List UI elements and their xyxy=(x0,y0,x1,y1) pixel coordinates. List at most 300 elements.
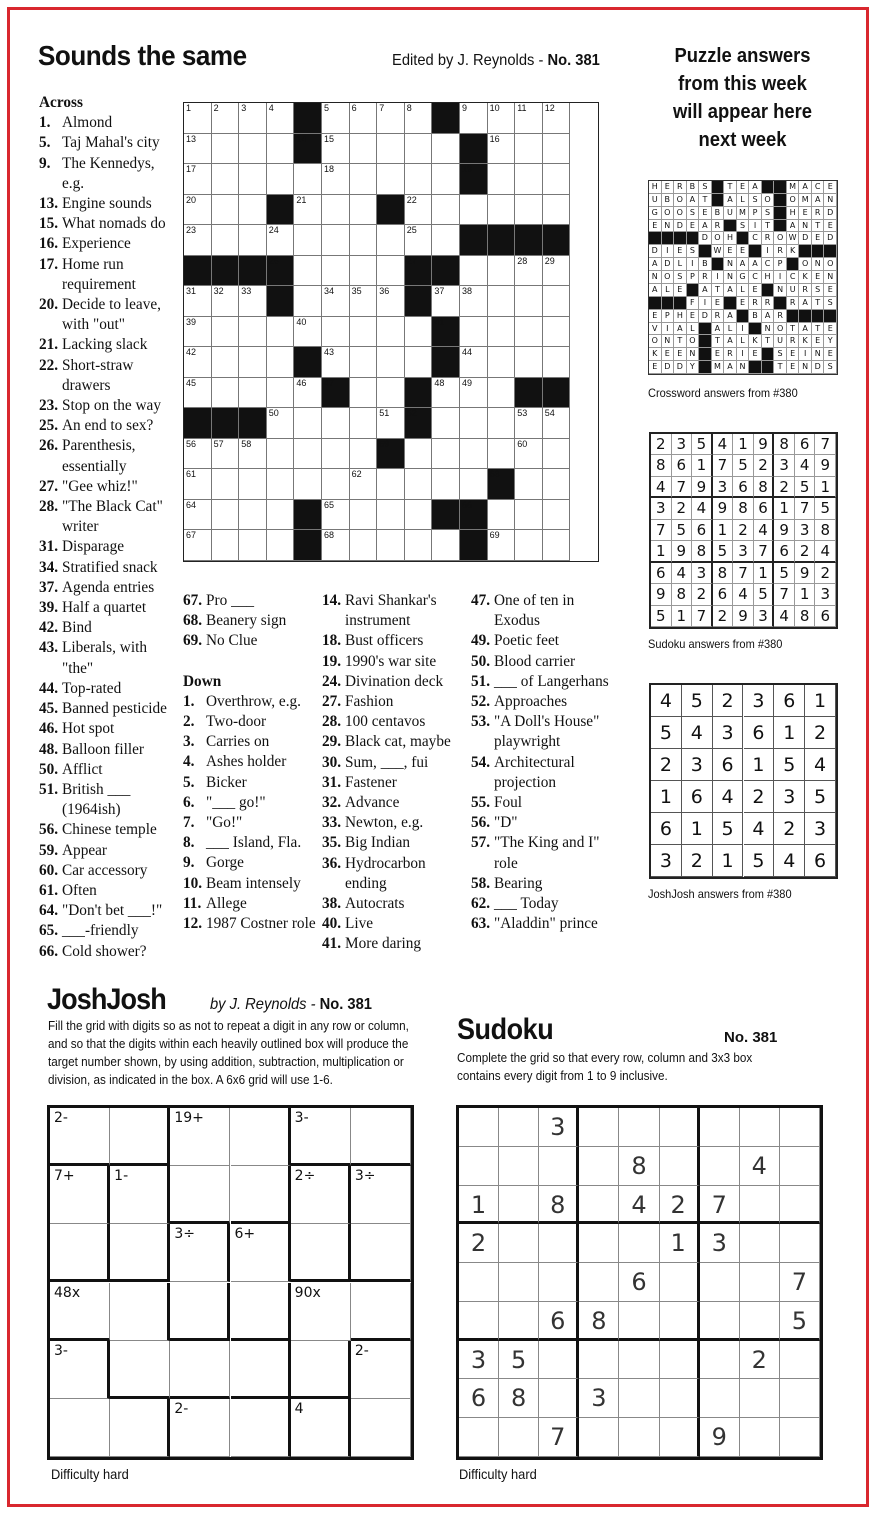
sudoku-empty-cell[interactable] xyxy=(539,1263,579,1302)
crossword-cell[interactable] xyxy=(267,530,295,561)
crossword-cell[interactable] xyxy=(405,439,433,470)
crossword-cell[interactable] xyxy=(239,500,267,531)
sudoku-empty-cell[interactable] xyxy=(539,1147,579,1186)
sudoku-empty-cell[interactable] xyxy=(579,1186,619,1225)
joshjosh-cell[interactable] xyxy=(50,1341,110,1399)
sudoku-empty-cell[interactable] xyxy=(660,1147,700,1186)
crossword-cell[interactable] xyxy=(488,103,516,134)
crossword-cell[interactable] xyxy=(460,347,488,378)
crossword-cell[interactable] xyxy=(267,347,295,378)
crossword-cell[interactable] xyxy=(294,286,322,317)
joshjosh-cell[interactable] xyxy=(110,1224,170,1282)
sudoku-given-digit[interactable]: 6 xyxy=(459,1379,499,1418)
crossword-cell[interactable] xyxy=(212,103,240,134)
joshjosh-cell[interactable] xyxy=(170,1399,230,1457)
joshjosh-cell[interactable] xyxy=(170,1283,230,1341)
sudoku-empty-cell[interactable] xyxy=(660,1263,700,1302)
crossword-cell[interactable] xyxy=(515,500,543,531)
crossword-cell[interactable] xyxy=(267,408,295,439)
sudoku-empty-cell[interactable] xyxy=(740,1263,780,1302)
crossword-cell[interactable] xyxy=(350,134,378,165)
crossword-cell[interactable] xyxy=(184,530,212,561)
sudoku-given-digit[interactable]: 5 xyxy=(780,1302,820,1341)
answer-letter: K xyxy=(787,245,800,258)
crossword-cell[interactable] xyxy=(184,469,212,500)
sudoku-given-digit[interactable]: 4 xyxy=(740,1147,780,1186)
sudoku-given-digit[interactable]: 1 xyxy=(660,1224,700,1263)
crossword-cell[interactable] xyxy=(322,286,350,317)
sudoku-empty-cell[interactable] xyxy=(499,1263,539,1302)
sudoku-empty-cell[interactable] xyxy=(660,1108,700,1147)
sudoku-empty-cell[interactable] xyxy=(740,1379,780,1418)
crossword-cell[interactable] xyxy=(543,347,571,378)
sudoku-given-digit[interactable]: 6 xyxy=(539,1302,579,1341)
sudoku-given-digit[interactable]: 8 xyxy=(539,1186,579,1225)
crossword-cell[interactable] xyxy=(460,286,488,317)
sudoku-given-digit[interactable]: 6 xyxy=(619,1263,659,1302)
crossword-cell[interactable] xyxy=(267,225,295,256)
sudoku-empty-cell[interactable] xyxy=(459,1302,499,1341)
crossword-cell[interactable] xyxy=(212,195,240,226)
crossword-cell[interactable] xyxy=(432,164,460,195)
sudoku-empty-cell[interactable] xyxy=(619,1224,659,1263)
crossword-cell[interactable] xyxy=(405,134,433,165)
crossword-cell[interactable] xyxy=(350,378,378,409)
crossword-cell[interactable] xyxy=(322,408,350,439)
joshjosh-cell[interactable] xyxy=(231,1283,291,1341)
crossword-cell[interactable] xyxy=(515,103,543,134)
crossword-cell[interactable] xyxy=(543,500,571,531)
crossword-cell[interactable] xyxy=(350,225,378,256)
sudoku-given-digit[interactable]: 4 xyxy=(619,1186,659,1225)
joshjosh-cell[interactable] xyxy=(170,1166,230,1224)
crossword-cell[interactable] xyxy=(432,286,460,317)
crossword-cell[interactable] xyxy=(377,347,405,378)
crossword-cell[interactable] xyxy=(543,195,571,226)
joshjosh-cell[interactable] xyxy=(351,1283,411,1341)
sudoku-empty-cell[interactable] xyxy=(579,1341,619,1380)
crossword-cell[interactable] xyxy=(322,164,350,195)
crossword-cell[interactable] xyxy=(432,439,460,470)
crossword-cell[interactable] xyxy=(239,286,267,317)
sudoku-given-digit[interactable]: 8 xyxy=(499,1379,539,1418)
sudoku-empty-cell[interactable] xyxy=(579,1224,619,1263)
crossword-cell[interactable] xyxy=(377,378,405,409)
crossword-cell[interactable] xyxy=(543,256,571,287)
joshjosh-cell[interactable] xyxy=(110,1283,170,1341)
sudoku-given-digit[interactable]: 2 xyxy=(459,1224,499,1263)
crossword-cell[interactable] xyxy=(184,378,212,409)
crossword-cell[interactable] xyxy=(543,134,571,165)
crossword-cell[interactable] xyxy=(184,347,212,378)
clue-number: 26. xyxy=(39,437,59,455)
crossword-cell[interactable] xyxy=(377,500,405,531)
joshjosh-cell[interactable] xyxy=(291,1166,351,1224)
crossword-cell[interactable] xyxy=(294,195,322,226)
crossword-cell[interactable] xyxy=(267,164,295,195)
crossword-cell[interactable] xyxy=(543,286,571,317)
crossword-cell[interactable] xyxy=(515,530,543,561)
sudoku-empty-cell[interactable] xyxy=(700,1263,740,1302)
crossword-cell[interactable] xyxy=(212,530,240,561)
sudoku-given-digit[interactable]: 7 xyxy=(539,1418,579,1457)
crossword-cell[interactable] xyxy=(432,408,460,439)
sudoku-empty-cell[interactable] xyxy=(499,1186,539,1225)
crossword-cell[interactable] xyxy=(405,469,433,500)
crossword-cell[interactable] xyxy=(212,225,240,256)
crossword-cell[interactable] xyxy=(515,408,543,439)
crossword-cell[interactable] xyxy=(322,103,350,134)
sudoku-empty-cell[interactable] xyxy=(740,1302,780,1341)
joshjosh-cell[interactable] xyxy=(110,1108,170,1166)
crossword-cell[interactable] xyxy=(267,317,295,348)
crossword-cell[interactable] xyxy=(350,408,378,439)
crossword-cell[interactable] xyxy=(405,530,433,561)
sudoku-empty-cell[interactable] xyxy=(740,1108,780,1147)
crossword-cell[interactable] xyxy=(184,103,212,134)
crossword-cell[interactable] xyxy=(405,164,433,195)
sudoku-empty-cell[interactable] xyxy=(780,1186,820,1225)
crossword-cell[interactable] xyxy=(515,317,543,348)
crossword-cell[interactable] xyxy=(460,195,488,226)
crossword-cell[interactable] xyxy=(184,439,212,470)
crossword-cell[interactable] xyxy=(267,103,295,134)
sudoku-empty-cell[interactable] xyxy=(660,1302,700,1341)
crossword-grid[interactable] xyxy=(183,102,599,562)
crossword-cell[interactable] xyxy=(322,347,350,378)
sudoku-given-digit[interactable]: 3 xyxy=(539,1108,579,1147)
sudoku-empty-cell[interactable] xyxy=(459,1418,499,1457)
sudoku-empty-cell[interactable] xyxy=(700,1341,740,1380)
joshjosh-grid[interactable] xyxy=(47,1105,414,1460)
crossword-cell[interactable] xyxy=(350,256,378,287)
crossword-cell[interactable] xyxy=(350,103,378,134)
joshjosh-cell[interactable] xyxy=(291,1224,351,1282)
crossword-cell[interactable] xyxy=(294,439,322,470)
crossword-cell[interactable] xyxy=(350,286,378,317)
crossword-cell[interactable] xyxy=(322,225,350,256)
joshjosh-cell[interactable] xyxy=(291,1108,351,1166)
crossword-cell[interactable] xyxy=(515,195,543,226)
sudoku-given-digit[interactable]: 1 xyxy=(459,1186,499,1225)
joshjosh-cell[interactable] xyxy=(351,1224,411,1282)
crossword-cell[interactable] xyxy=(405,500,433,531)
sudoku-empty-cell[interactable] xyxy=(499,1302,539,1341)
sudoku-empty-cell[interactable] xyxy=(459,1108,499,1147)
crossword-cell[interactable] xyxy=(212,286,240,317)
crossword-cell[interactable] xyxy=(377,469,405,500)
crossword-cell[interactable] xyxy=(239,530,267,561)
joshjosh-cell[interactable] xyxy=(50,1108,110,1166)
crossword-cell[interactable] xyxy=(350,347,378,378)
crossword-cell[interactable] xyxy=(350,439,378,470)
crossword-cell[interactable] xyxy=(460,317,488,348)
sudoku-empty-cell[interactable] xyxy=(700,1379,740,1418)
crossword-cell[interactable] xyxy=(212,164,240,195)
crossword-cell[interactable] xyxy=(543,469,571,500)
crossword-cell[interactable] xyxy=(432,378,460,409)
sudoku-given-digit[interactable]: 8 xyxy=(619,1147,659,1186)
crossword-cell[interactable] xyxy=(212,347,240,378)
sudoku-empty-cell[interactable] xyxy=(579,1108,619,1147)
joshjosh-cell[interactable] xyxy=(231,1224,291,1282)
crossword-cell[interactable] xyxy=(488,347,516,378)
crossword-cell[interactable] xyxy=(432,195,460,226)
sudoku-empty-cell[interactable] xyxy=(740,1418,780,1457)
crossword-cell[interactable] xyxy=(267,378,295,409)
crossword-cell[interactable] xyxy=(294,164,322,195)
crossword-cell[interactable] xyxy=(294,256,322,287)
clue-number: 66. xyxy=(39,942,59,960)
crossword-cell[interactable] xyxy=(294,317,322,348)
sudoku-given-digit[interactable]: 8 xyxy=(579,1302,619,1341)
crossword-cell[interactable] xyxy=(294,378,322,409)
joshjosh-cell[interactable] xyxy=(50,1283,110,1341)
sudoku-empty-cell[interactable] xyxy=(780,1341,820,1380)
crossword-cell[interactable] xyxy=(350,164,378,195)
sudoku-empty-cell[interactable] xyxy=(619,1418,659,1457)
crossword-cell[interactable] xyxy=(377,164,405,195)
crossword-cell[interactable] xyxy=(432,469,460,500)
sudoku-empty-cell[interactable] xyxy=(660,1418,700,1457)
crossword-cell[interactable] xyxy=(488,439,516,470)
crossword-cell[interactable] xyxy=(488,195,516,226)
crossword-cell[interactable] xyxy=(515,134,543,165)
crossword-cell[interactable] xyxy=(488,286,516,317)
joshjosh-cell[interactable] xyxy=(351,1399,411,1457)
crossword-cell[interactable] xyxy=(377,134,405,165)
crossword-cell[interactable] xyxy=(460,256,488,287)
joshjosh-cell[interactable] xyxy=(50,1399,110,1457)
joshjosh-cell[interactable] xyxy=(291,1399,351,1457)
crossword-cell[interactable] xyxy=(460,469,488,500)
sudoku-empty-cell[interactable] xyxy=(499,1224,539,1263)
crossword-cell[interactable] xyxy=(294,469,322,500)
crossword-cell[interactable] xyxy=(377,317,405,348)
crossword-cell[interactable] xyxy=(322,530,350,561)
crossword-cell[interactable] xyxy=(239,225,267,256)
crossword-cell[interactable] xyxy=(460,408,488,439)
crossword-cell[interactable] xyxy=(460,378,488,409)
joshjosh-cell[interactable] xyxy=(170,1224,230,1282)
crossword-cell[interactable] xyxy=(294,225,322,256)
crossword-cell[interactable] xyxy=(432,225,460,256)
sudoku-given-digit[interactable]: 5 xyxy=(499,1341,539,1380)
crossword-cell[interactable] xyxy=(405,225,433,256)
sudoku-given-digit[interactable]: 3 xyxy=(579,1379,619,1418)
crossword-cell[interactable] xyxy=(239,439,267,470)
crossword-cell[interactable] xyxy=(377,256,405,287)
crossword-cell[interactable] xyxy=(543,530,571,561)
sudoku-empty-cell[interactable] xyxy=(740,1186,780,1225)
crossword-cell[interactable] xyxy=(184,500,212,531)
sudoku-empty-cell[interactable] xyxy=(740,1224,780,1263)
crossword-cell[interactable] xyxy=(212,378,240,409)
crossword-cell[interactable] xyxy=(543,103,571,134)
crossword-cell[interactable] xyxy=(212,500,240,531)
crossword-cell[interactable] xyxy=(515,439,543,470)
crossword-cell[interactable] xyxy=(322,469,350,500)
crossword-cell[interactable] xyxy=(239,317,267,348)
sudoku-empty-cell[interactable] xyxy=(459,1263,499,1302)
joshjosh-cell[interactable] xyxy=(231,1166,291,1224)
crossword-cell[interactable] xyxy=(239,195,267,226)
sudoku-empty-cell[interactable] xyxy=(700,1108,740,1147)
crossword-cell[interactable] xyxy=(239,134,267,165)
crossword-cell[interactable] xyxy=(350,317,378,348)
crossword-cell[interactable] xyxy=(515,164,543,195)
answer-letter: L xyxy=(674,258,687,271)
sudoku-given-digit[interactable]: 2 xyxy=(660,1186,700,1225)
sudoku-empty-cell[interactable] xyxy=(499,1147,539,1186)
joshjosh-cell[interactable] xyxy=(231,1108,291,1166)
crossword-cell[interactable] xyxy=(184,286,212,317)
crossword-cell[interactable] xyxy=(322,256,350,287)
crossword-cell[interactable] xyxy=(267,439,295,470)
sudoku-empty-cell[interactable] xyxy=(780,1224,820,1263)
sudoku-empty-cell[interactable] xyxy=(579,1263,619,1302)
crossword-cell[interactable] xyxy=(350,469,378,500)
sudoku-given-digit[interactable]: 9 xyxy=(700,1418,740,1457)
crossword-cell[interactable] xyxy=(488,164,516,195)
crossword-cell[interactable] xyxy=(184,195,212,226)
crossword-cell[interactable] xyxy=(405,195,433,226)
crossword-cell[interactable] xyxy=(405,103,433,134)
sudoku-empty-cell[interactable] xyxy=(459,1147,499,1186)
crossword-cell[interactable] xyxy=(488,408,516,439)
sudoku-empty-cell[interactable] xyxy=(780,1418,820,1457)
crossword-cell[interactable] xyxy=(239,347,267,378)
crossword-cell[interactable] xyxy=(322,439,350,470)
crossword-cell[interactable] xyxy=(184,134,212,165)
sudoku-empty-cell[interactable] xyxy=(539,1224,579,1263)
crossword-cell[interactable] xyxy=(488,378,516,409)
joshjosh-cell[interactable] xyxy=(50,1166,110,1224)
crossword-cell[interactable] xyxy=(239,103,267,134)
sudoku-empty-cell[interactable] xyxy=(780,1108,820,1147)
sudoku-given-digit[interactable]: 7 xyxy=(700,1186,740,1225)
crossword-cell[interactable] xyxy=(488,134,516,165)
joshjosh-cell[interactable] xyxy=(291,1341,351,1399)
sudoku-empty-cell[interactable] xyxy=(780,1379,820,1418)
joshjosh-cell[interactable] xyxy=(110,1166,170,1224)
crossword-cell[interactable] xyxy=(488,500,516,531)
sudoku-empty-cell[interactable] xyxy=(619,1108,659,1147)
sudoku-empty-cell[interactable] xyxy=(619,1302,659,1341)
answer-letter: A xyxy=(749,258,762,271)
sudoku-given-digit[interactable]: 2 xyxy=(740,1341,780,1380)
sudoku-empty-cell[interactable] xyxy=(660,1379,700,1418)
answer-letter: R xyxy=(774,310,787,323)
sudoku-grid[interactable] xyxy=(456,1105,823,1460)
crossword-cell[interactable] xyxy=(350,195,378,226)
crossword-cell[interactable] xyxy=(377,225,405,256)
crossword-cell[interactable] xyxy=(350,500,378,531)
clue-number-label: 33 xyxy=(241,286,252,297)
sudoku-given-digit[interactable]: 3 xyxy=(700,1224,740,1263)
crossword-cell[interactable] xyxy=(322,134,350,165)
sudoku-empty-cell[interactable] xyxy=(700,1302,740,1341)
crossword-cell[interactable] xyxy=(212,469,240,500)
sudoku-empty-cell[interactable] xyxy=(780,1147,820,1186)
crossword-cell[interactable] xyxy=(543,408,571,439)
crossword-cell[interactable] xyxy=(267,469,295,500)
crossword-cell[interactable] xyxy=(405,347,433,378)
joshjosh-cell[interactable] xyxy=(231,1341,291,1399)
joshjosh-cell[interactable] xyxy=(351,1108,411,1166)
crossword-cell[interactable] xyxy=(377,103,405,134)
crossword-cell[interactable] xyxy=(460,103,488,134)
crossword-cell[interactable] xyxy=(515,256,543,287)
sudoku-empty-cell[interactable] xyxy=(700,1147,740,1186)
crossword-cell[interactable] xyxy=(322,317,350,348)
crossword-cell[interactable] xyxy=(184,164,212,195)
joshjosh-cell[interactable] xyxy=(50,1224,110,1282)
sudoku-given-digit[interactable]: 7 xyxy=(780,1263,820,1302)
joshjosh-cell[interactable] xyxy=(291,1283,351,1341)
crossword-cell[interactable] xyxy=(515,347,543,378)
sudoku-empty-cell[interactable] xyxy=(539,1379,579,1418)
crossword-cell[interactable] xyxy=(515,469,543,500)
crossword-cell[interactable] xyxy=(212,439,240,470)
crossword-cell[interactable] xyxy=(184,317,212,348)
sudoku-empty-cell[interactable] xyxy=(579,1418,619,1457)
crossword-cell[interactable] xyxy=(267,134,295,165)
crossword-cell[interactable] xyxy=(377,286,405,317)
crossword-cell[interactable] xyxy=(488,530,516,561)
joshjosh-cell[interactable] xyxy=(170,1108,230,1166)
crossword-cell[interactable] xyxy=(377,530,405,561)
crossword-cell[interactable] xyxy=(212,134,240,165)
sudoku-empty-cell[interactable] xyxy=(499,1108,539,1147)
crossword-cell[interactable] xyxy=(294,408,322,439)
crossword-cell[interactable] xyxy=(212,317,240,348)
crossword-cell[interactable] xyxy=(515,286,543,317)
crossword-cell[interactable] xyxy=(488,317,516,348)
crossword-cell[interactable] xyxy=(267,500,295,531)
joshjosh-cell[interactable] xyxy=(110,1341,170,1399)
crossword-cell[interactable] xyxy=(432,530,460,561)
crossword-cell[interactable] xyxy=(322,195,350,226)
crossword-cell[interactable] xyxy=(488,256,516,287)
crossword-cell[interactable] xyxy=(239,378,267,409)
joshjosh-cell[interactable] xyxy=(170,1341,230,1399)
crossword-cell[interactable] xyxy=(322,500,350,531)
crossword-cell[interactable] xyxy=(460,439,488,470)
sudoku-empty-cell[interactable] xyxy=(619,1341,659,1380)
crossword-cell[interactable] xyxy=(543,317,571,348)
crossword-cell[interactable] xyxy=(405,317,433,348)
crossword-cell[interactable] xyxy=(432,134,460,165)
crossword-cell[interactable] xyxy=(350,530,378,561)
crossword-cell[interactable] xyxy=(239,164,267,195)
joshjosh-cell[interactable] xyxy=(351,1341,411,1399)
joshjosh-cell[interactable] xyxy=(110,1399,170,1457)
joshjosh-cell[interactable] xyxy=(231,1399,291,1457)
sudoku-empty-cell[interactable] xyxy=(660,1341,700,1380)
crossword-cell[interactable] xyxy=(377,408,405,439)
crossword-cell[interactable] xyxy=(543,164,571,195)
joshjosh-cell[interactable] xyxy=(351,1166,411,1224)
sudoku-given-digit[interactable]: 3 xyxy=(459,1341,499,1380)
sudoku-empty-cell[interactable] xyxy=(619,1379,659,1418)
sudoku-empty-cell[interactable] xyxy=(539,1341,579,1380)
crossword-cell[interactable] xyxy=(184,225,212,256)
sudoku-empty-cell[interactable] xyxy=(499,1418,539,1457)
crossword-cell[interactable] xyxy=(543,439,571,470)
crossword-cell[interactable] xyxy=(239,469,267,500)
sudoku-empty-cell[interactable] xyxy=(579,1147,619,1186)
